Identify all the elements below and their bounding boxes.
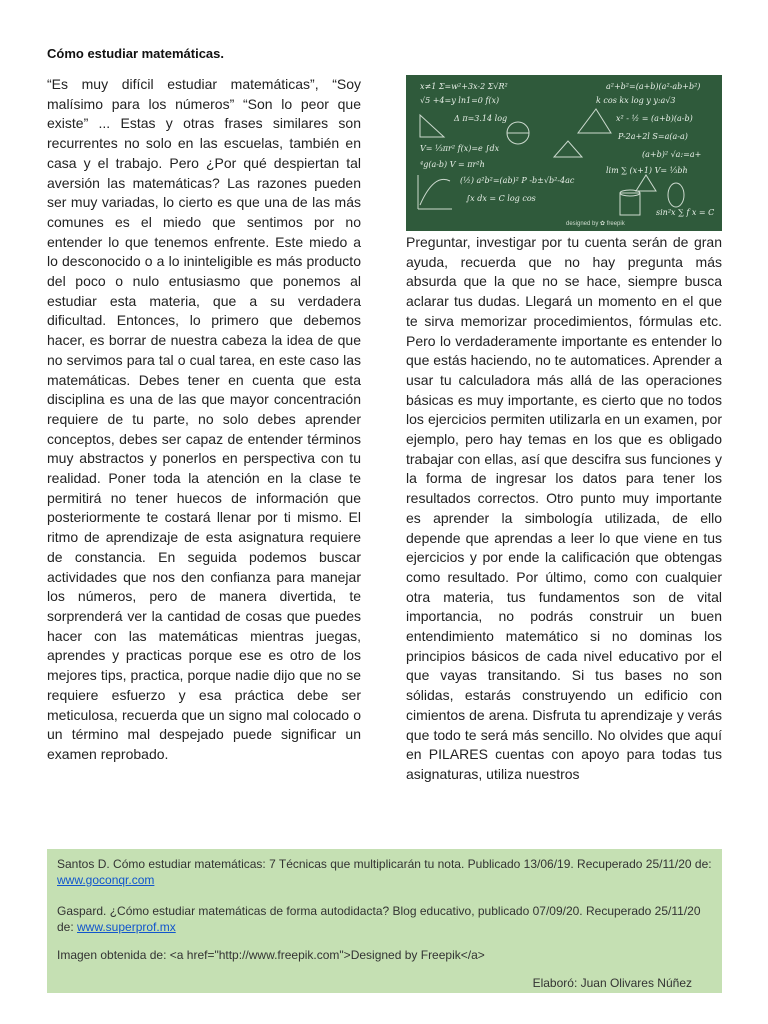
reference-1-link[interactable]: www.goconqr.com [57,873,155,887]
formula-board-svg [406,75,722,231]
article-title: Cómo estudiar matemáticas. [47,46,225,61]
formula-line: P-2a+2l S=a(a-a) [618,132,688,141]
reference-1-text: Santos D. Cómo estudiar matemáticas: 7 Técnicas que multiplicarán tu nota. Publicado 13/06/19. Recuperado 25/11/20 de: [57,857,712,871]
formula-line: ⁴g(a-b) V = πr²h [420,160,485,169]
reference-2 [57,903,717,935]
formula-line: (a+b)² √a:=a+ [642,150,702,159]
formula-line: k cos kx log y y:a√3 [596,96,676,105]
left-column-text: “Es muy difícil estudiar matemáticas”, “Soy malísimo para los números” “Son lo peor que existe” ... Estas y otras frases similares son recurrentes no solo en las escuelas, también en casa y el trabajo. Pero ¿Por qué despiertan tal aversión las matemáticas? Las razones pueden ser muy variadas, lo cierto es que una de las más comunes es el miedo que sentimos por no entender lo que tenemos enfrente. Este miedo a lo desconocido o a lo ininteligible es más producto del poco o nulo entusiasmo que ponemos al estudiar esta materia, que a su verdadera dificultad. Entonces, lo primero que debemos hacer, es borrar de nuestra cabeza la idea de que no servimos para tal o cual tarea, en este caso las matemáticas. Debes tener en cuenta que esta disciplina es una de las que mayor concentración requiere de tu parte, no solo debes aprender conceptos, debes ser capaz de entender términos muy abstractos y ponerlos en perspectiva con tu realidad. Poner toda la atención en la clase te permitirá no tener huecos de información que posteriormente te costará llenar por ti mismo. El ritmo de aprendizaje de esta asignatura requiere de constancia. En seguida podemos buscar actividades que nos den confianza para manejar los números, pero de manera divertida, te sorprenderá ver la cantidad de cosas que puedes hacer con las matemáticas mientras juegas, aprendes y practicas porque ese es otro de los mejores tips, practica, porque nadie dijo que no se requiere esfuerzo y esa práctica debe ser meticulosa, recuerda que un signo mal colocado o un término mal despejado puede significar un examen reprobado. [47,76,361,762]
formula-line: ∫x dx = C log cos [466,194,536,203]
chalk-formulas [420,82,714,227]
author-credit: Elaboró: Juan Olivares Núñez [532,976,692,990]
right-column-text: Preguntar, investigar por tu cuenta serán de gran ayuda, recuerda que no hay pregunta más absurda que la que no se hace, siempre busca aclarar tus dudas. Llegará un momento en el que te sirva memorizar procedimientos, fórmulas etc. Pero lo verdaderamente importante es entender lo que estás haciendo, no te automatices. Aprender a usar tu calculadora más allá de las operaciones básicas es muy importante, es cierto que no todos los ejercicios permiten utilizarla en un examen, por ejemplo, pero hay temas en los que es obligado trabajar con ellas, así que descifra sus funciones y la forma de ingresar los datos para tener los resultados correctos. Otro punto muy importante es aprender la simbología utilizada, de ello depende que aprendas a leer lo que viene en tus ejercicios y por ende la calificación que obtengas como resultado. Por último, como con cualquier otra materia, tus fundamentos son de vital importancia, no podrás construir un buen entendimiento matemático si no dominas los principios básicos de cada nivel educativo por el que vayas transitando. Si tus bases no son sólidas, estarás construyendo un edificio con cimientos de arena. Disfruta tu aprendizaje y verás que todo te será más sencillo. No olvides que aquí en PILARES cuentas con apoyo para todas tus asignaturas, utiliza nuestros [406,234,722,782]
formula-line: √5 +4=y ln1=0 f(x) [420,96,500,105]
formula-line: x² - ½ = (a+b)(a-b) [616,114,693,123]
formula-line: V= ⅓πr² f(x)=e ∫dx [420,144,500,153]
reference-2-text: Gaspard. ¿Cómo estudiar matemáticas de forma autodidacta? Blog educativo, publicado 07/09/20. Recuperado 25/11/20 de: [57,904,701,934]
reference-1 [57,856,717,888]
formula-line: Δ π=3.14 log [454,114,508,123]
references-box [47,849,722,993]
formula-line: x≠1 Σ=w²+3x-2 Σ√R² [420,82,508,91]
image-credit: designed by ✿ freepik [566,221,625,227]
formula-line: a²+b²=(a+b)(a²-ab+b²) [606,82,701,91]
reference-2-link[interactable]: www.superprof.mx [77,920,176,934]
image-source-reference: Imagen obtenida de: <a href="http://www.freepik.com">Designed by Freepik</a> [57,948,485,962]
formula-line: (½) a²b²=(ab)² P -b±√b²-4ac [460,176,575,185]
formula-line: sin²x ∑ f x = C [656,208,715,217]
formula-line: lim ∑ (x+1) V= ⅓bh [606,166,688,175]
chalkboard-formulas-image [406,75,722,231]
